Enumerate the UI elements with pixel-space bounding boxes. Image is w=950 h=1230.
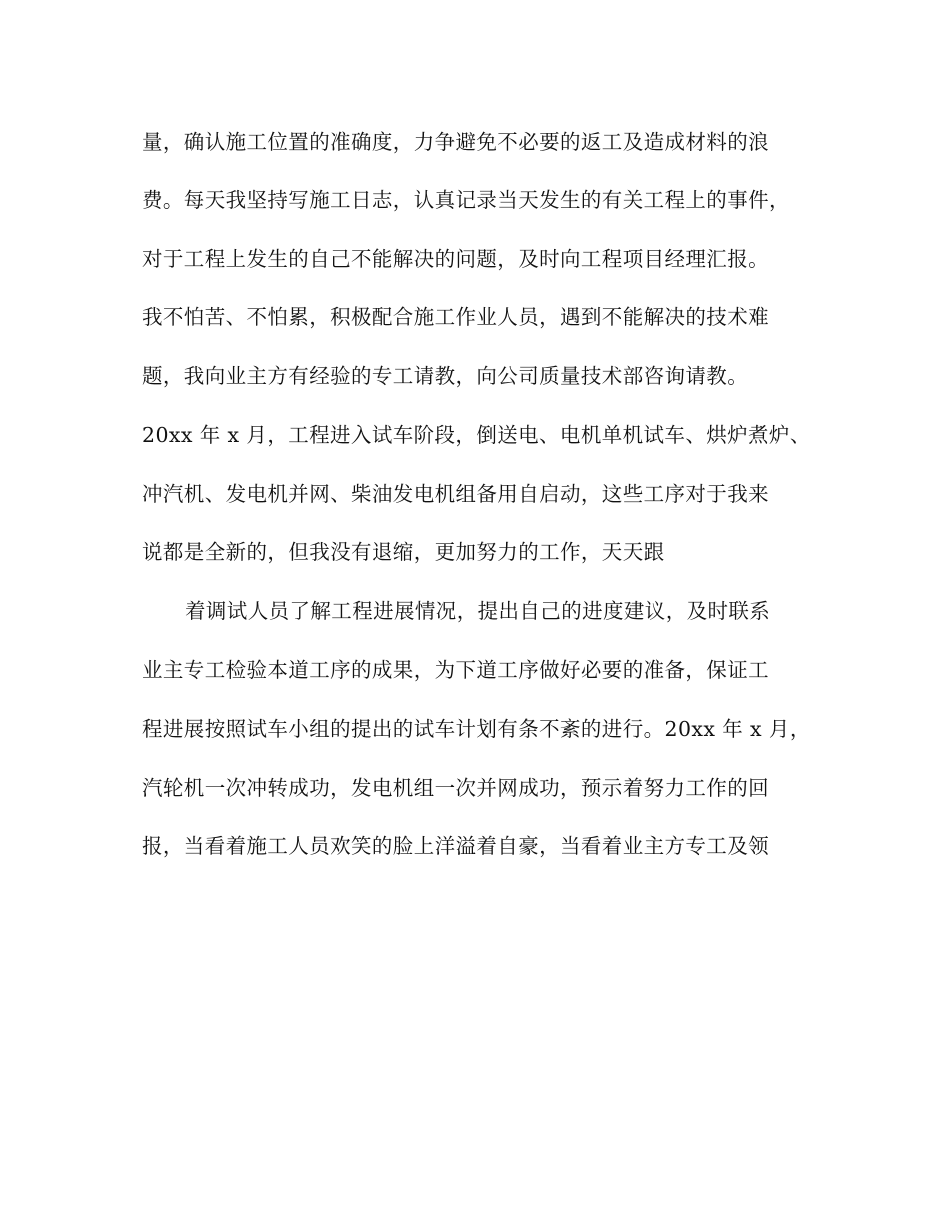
body-text-line-3: 对于工程上发生的自己不能解决的问题，及时向工程项目经理汇报。 [142, 247, 769, 271]
body-text-line-7: 冲汽机、发电机并网、柴油发电机组备用自启动，这些工序对于我来 [142, 482, 769, 506]
body-text-line-4: 我不怕苦、不怕累，积极配合施工作业人员，遇到不能解决的技术难 [142, 305, 769, 329]
body-text-line-12: 汽轮机一次冲转成功，发电机组一次并网成功，预示着努力工作的回 [142, 776, 769, 800]
body-text-line-1: 量，确认施工位置的准确度，力争避免不必要的返工及造成材料的浪 [142, 130, 769, 154]
body-text-line-11: 程进展按照试车小组的提出的试车计划有条不紊的进行。20xx 年 x 月， [142, 717, 811, 741]
body-text-line-2: 费。每天我坚持写施工日志，认真记录当天发生的有关工程上的事件， [142, 188, 790, 212]
body-text-line-8: 说都是全新的，但我没有退缩，更加努力的工作，天天跟 [142, 540, 665, 564]
body-text-line-6: 20xx 年 x 月，工程进入试车阶段，倒送电、电机单机试车、烘炉煮炉、 [142, 423, 811, 447]
body-text-line-9-paragraph-start: 着调试人员了解工程进展情况，提出自己的进度建议，及时联系 [185, 599, 771, 623]
body-text-line-10: 业主专工检验本道工序的成果，为下道工序做好必要的准备，保证工 [142, 658, 769, 682]
body-text-line-5: 题，我向业主方有经验的专工请教，向公司质量技术部咨询请教。 [142, 364, 749, 388]
body-text-line-13: 报，当看着施工人员欢笑的脸上洋溢着自豪，当看着业主方专工及领 [142, 834, 769, 858]
